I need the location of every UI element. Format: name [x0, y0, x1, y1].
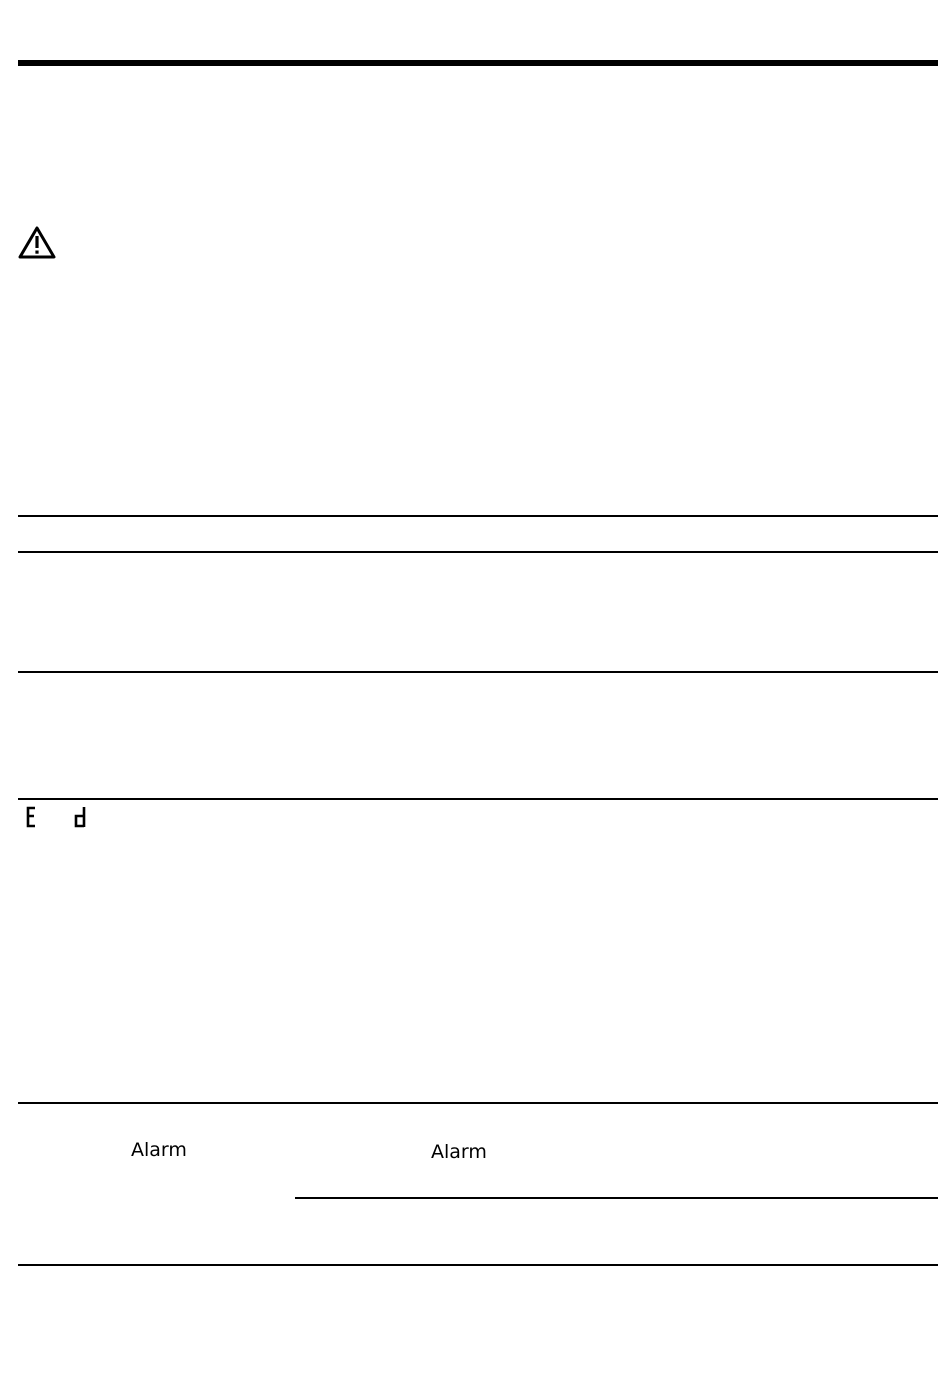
- alarm-label-left: Alarm: [131, 1139, 187, 1161]
- table-bottom-rule: [18, 1264, 938, 1266]
- table-row-rule: [18, 1102, 938, 1104]
- alarm-label-right: Alarm: [431, 1141, 487, 1163]
- table-header-rule: [18, 551, 938, 553]
- table-row-rule: [18, 671, 938, 673]
- table-subrow-rule: [295, 1197, 938, 1199]
- table-row-rule: [18, 798, 938, 800]
- segment-display-e-icon: [24, 806, 38, 828]
- segment-display-d-icon: [72, 806, 88, 828]
- table-top-rule: [18, 515, 938, 517]
- top-heading-rule: [18, 60, 938, 66]
- warning-triangle-icon: [18, 225, 56, 259]
